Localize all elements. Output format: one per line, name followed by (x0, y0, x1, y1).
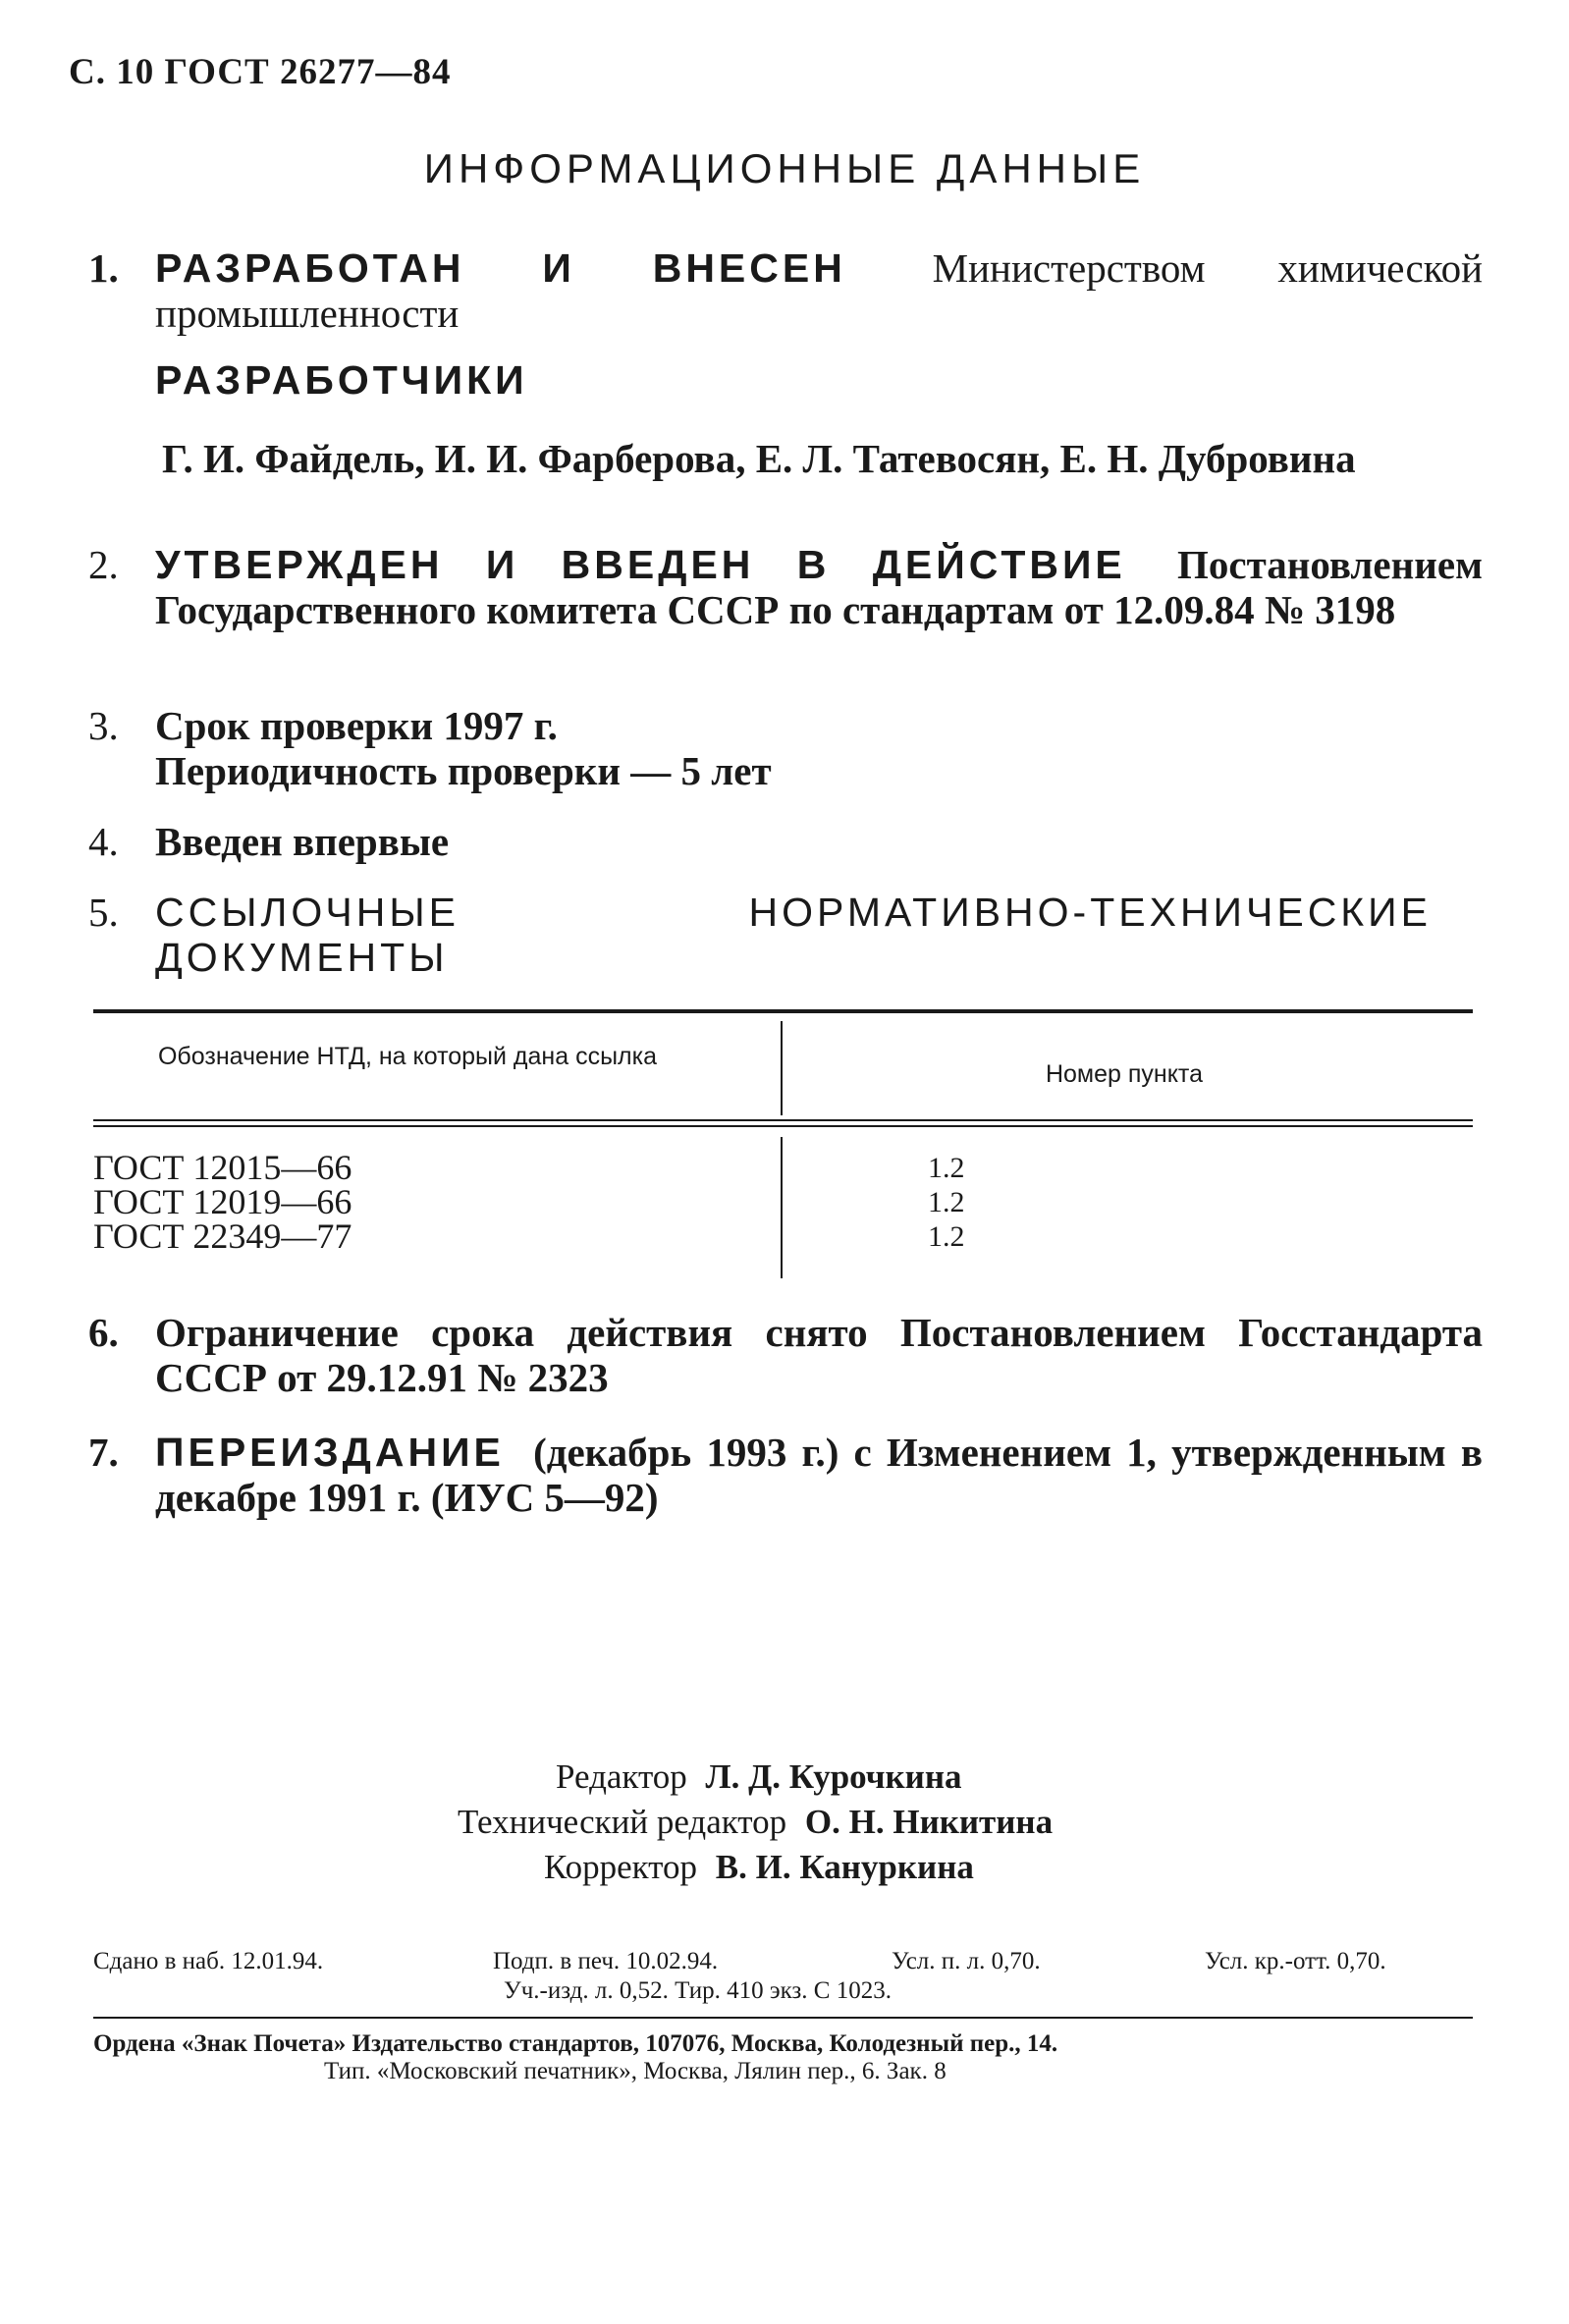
item-text: (декабрь 1993 г.) с Изменением 1, утвержденным в декабре 1991 г. (ИУС 5—92) (155, 1430, 1483, 1520)
item-number: 5. (88, 890, 119, 935)
item-number: 2. (88, 542, 119, 587)
item-caps: РАЗРАБОТАН И ВНЕСЕН (155, 245, 846, 291)
imprint-submitted: Сдано в наб. 12.01.94. (93, 1948, 324, 1974)
table-header-rule-double (93, 1125, 1473, 1127)
credit-name: Л. Д. Курочкина (705, 1757, 962, 1796)
table-cell-clause: 1.2 (928, 1220, 965, 1253)
table-cell-document: ГОСТ 12019—66 (93, 1182, 352, 1221)
table-row (93, 1182, 1473, 1221)
table-row (93, 1148, 1473, 1187)
printer-line: Тип. «Московский печатник», Москва, Лялин пер., 6. Зак. 8 (324, 2058, 947, 2084)
info-item-6 (88, 1310, 1483, 1400)
item-text: Постановлением Государственного комитета СССР по стандартам от 12.09.84 № 3198 (155, 542, 1484, 632)
item-caps: УТВЕРЖДЕН И ВВЕДЕН В ДЕЙСТВИЕ (155, 542, 1126, 587)
item-caps: ССЫЛОЧНЫЕ НОРМАТИВНО-ТЕХНИЧЕСКИЕ ДОКУМЕНТЫ (155, 890, 1432, 980)
table-body (93, 1148, 1473, 1256)
table-column-divider (781, 1021, 783, 1115)
credit-name: О. Н. Никитина (804, 1803, 1054, 1841)
info-item-4 (88, 819, 1483, 864)
imprint-print-sheets: Усл. п. л. 0,70. (892, 1948, 1041, 1974)
table-row (93, 1216, 1473, 1256)
item-text: Ограничение срока действия снято Постановлением Госстандарта СССР от 29.12.91 № 2323 (155, 1310, 1483, 1400)
publisher-line: Ордена «Знак Почета» Издательство стандартов, 107076, Москва, Колодезный пер., 14. (93, 2030, 1058, 2057)
item-text: Министерством химической промышленности (155, 245, 1484, 336)
imprint-signed: Подп. в печ. 10.02.94. (493, 1948, 719, 1974)
item-text: Введен впервые (155, 819, 450, 864)
table-cell-document: ГОСТ 22349—77 (93, 1216, 352, 1256)
developers-list: Г. И. Файдель, И. И. Фарберова, Е. Л. Татевосян, Е. Н. Дубровина (162, 436, 1356, 481)
table-cell-clause: 1.2 (928, 1186, 965, 1218)
document-title: ИНФОРМАЦИОННЫЕ ДАННЫЕ (423, 145, 1146, 191)
info-item-2 (88, 542, 1483, 632)
info-item-1 (88, 245, 1483, 336)
reference-table (93, 1009, 1473, 1294)
imprint-color-prints: Усл. кр.-отт. 0,70. (1205, 1948, 1386, 1974)
credit-name: В. И. Кануркина (715, 1848, 974, 1886)
credit-label: Технический редактор (458, 1803, 787, 1841)
info-item-7 (88, 1430, 1483, 1520)
credit-corrector (544, 1848, 974, 1887)
table-header-rule (93, 1119, 1473, 1121)
item-number: 1. (88, 245, 119, 291)
credit-label: Корректор (544, 1848, 698, 1886)
item-number: 3. (88, 703, 119, 748)
info-item-5 (88, 890, 1483, 980)
credit-label: Редактор (556, 1757, 687, 1796)
developers-heading: РАЗРАБОТЧИКИ (155, 357, 528, 403)
item-line-1: Срок проверки 1997 г. (155, 703, 558, 748)
table-top-rule (93, 1009, 1473, 1013)
table-cell-clause: 1.2 (928, 1152, 965, 1184)
item-number: 4. (88, 819, 119, 864)
info-item-3 (88, 703, 1483, 793)
table-header-document: Обозначение НТД, на который дана ссылка (157, 1043, 658, 1070)
imprint-publisher-sheets: Уч.-изд. л. 0,52. Тир. 410 экз. С 1023. (504, 1977, 892, 2004)
table-header-clause: Номер пункта (1045, 1060, 1204, 1088)
table-cell-document: ГОСТ 12015—66 (93, 1148, 352, 1187)
item-number: 6. (88, 1310, 119, 1355)
page-header: С. 10 ГОСТ 26277—84 (69, 52, 452, 92)
credit-tech-editor (458, 1803, 1053, 1842)
item-line-2: Периодичность проверки — 5 лет (155, 748, 772, 793)
item-caps: ПЕРЕИЗДАНИЕ (155, 1430, 505, 1475)
item-number: 7. (88, 1430, 119, 1475)
credit-editor (556, 1757, 962, 1797)
imprint-rule (93, 2017, 1473, 2019)
